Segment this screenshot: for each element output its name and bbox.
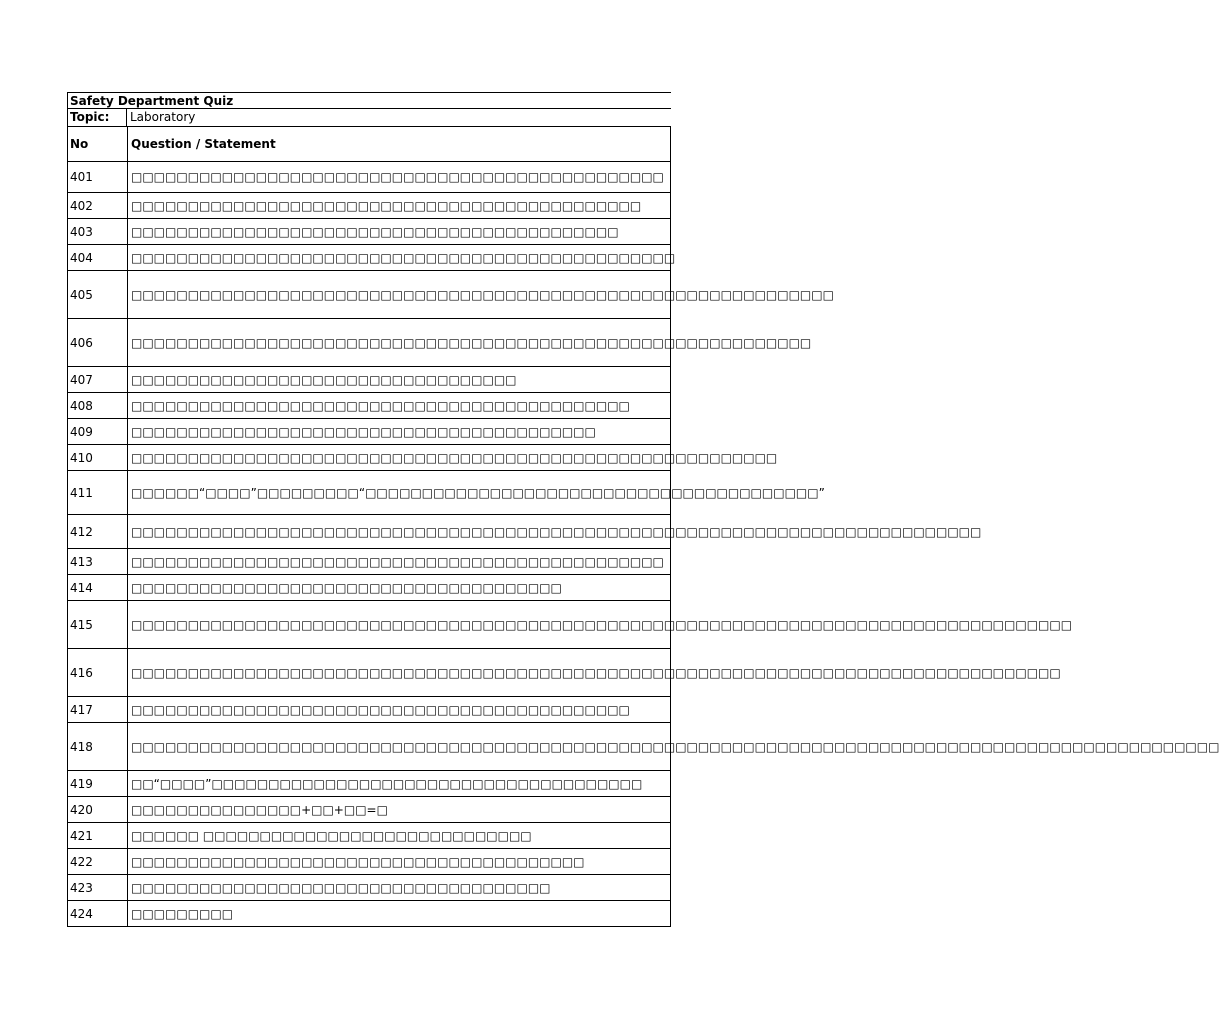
question-text: □□□□□□□□□□□□□□□□□□□□□□□□□□□□□□□□□□□□□□□□□□□□□ <box>128 193 671 219</box>
question-number: 422 <box>68 849 128 875</box>
topic-row <box>67 109 671 126</box>
question-number: 414 <box>68 575 128 601</box>
table-row <box>68 875 671 901</box>
question-number: 417 <box>68 697 128 723</box>
question-number: 419 <box>68 771 128 797</box>
question-number: 412 <box>68 515 128 549</box>
question-number: 411 <box>68 471 128 515</box>
table-row <box>68 367 671 393</box>
question-text: □□□□□□□□□□□□□□□□□□□□□□□□□□□□□□□□□□□□□□ <box>128 575 671 601</box>
question-number: 404 <box>68 245 128 271</box>
question-number: 408 <box>68 393 128 419</box>
table-row <box>68 445 671 471</box>
question-text: □□□□□□□□□□□□□□□□□□□□□□□□□□□□□□□□□□□□□□□□□□□□□□□□□□□□□□□□□□□□□□□□□□□□□□□□□□□□□□□□□□ <box>128 649 671 697</box>
table-row <box>68 901 671 927</box>
question-number: 410 <box>68 445 128 471</box>
question-text: □□□□□□□□□□□□□□□□□□□□□□□□□□□□□□□□□□□□□□□□□ <box>128 419 671 445</box>
table-header-row <box>68 127 671 162</box>
question-text: □□□□□□□□□□□□□□□□□□□□□□□□□□□□□□□□□□□□□□□□ <box>128 849 671 875</box>
table-row <box>68 162 671 193</box>
question-text: □□□□□□□□□□□□□□□□□□□□□□□□□□□□□□□□□□□□□□□□□□□□ <box>128 393 671 419</box>
question-text: □□□□□□□□□□□□□□□□□□□□□□□□□□□□□□□□□□□□□□□□□□□□□□□□□□□□□□□□□□□□ <box>128 319 671 367</box>
question-text: □□“□□□□”□□□□□□□□□□□□□□□□□□□□□□□□□□□□□□□□□□□□□□ <box>128 771 671 797</box>
question-text: □□□□□□□□□ <box>128 901 671 927</box>
table-row <box>68 271 671 319</box>
quiz-sheet <box>67 92 1219 927</box>
sheet-title: Safety Department Quiz <box>67 92 671 109</box>
topic-value: Laboratory <box>130 110 196 124</box>
table-row <box>68 771 671 797</box>
question-text: □□□□□□ □□□□□□□□□□□□□□□□□□□□□□□□□□□□□ <box>128 823 671 849</box>
question-text: □□□□□□□□□□□□□□□□□□□□□□□□□□□□□□□□□□□□□□□□□□□□□□□□□□□□□□□□□□□□□□□□□□□□□□□□□□□□□□□□□□□ <box>128 601 671 649</box>
question-text: □□□□□□“□□□□”□□□□□□□□□“□□□□□□□□□□□□□□□□□□□□□□□□□□□□□□□□□□□□□□□□” <box>128 471 671 515</box>
table-row <box>68 319 671 367</box>
question-number: 415 <box>68 601 128 649</box>
question-number: 418 <box>68 723 128 771</box>
question-number: 405 <box>68 271 128 319</box>
question-number: 409 <box>68 419 128 445</box>
question-number: 421 <box>68 823 128 849</box>
table-row <box>68 419 671 445</box>
topic-label: Topic: <box>68 109 127 126</box>
question-number: 416 <box>68 649 128 697</box>
question-text: □□□□□□□□□□□□□□□□□□□□□□□□□□□□□□□□□□□□□□□□□□□□□□□ <box>128 162 671 193</box>
table-row <box>68 823 671 849</box>
question-text: □□□□□□□□□□□□□□□□□□□□□□□□□□□□□□□□□□□□□□□□□□□□□□□□□□□□□□□□□ <box>128 445 671 471</box>
question-text: □□□□□□□□□□□□□□□□□□□□□□□□□□□□□□□□□□□□□ <box>128 875 671 901</box>
question-number: 424 <box>68 901 128 927</box>
table-row <box>68 393 671 419</box>
table-row <box>68 849 671 875</box>
table-row <box>68 515 671 549</box>
question-number: 406 <box>68 319 128 367</box>
table-row <box>68 471 671 515</box>
table-row <box>68 697 671 723</box>
question-text: □□□□□□□□□□□□□□□□□□□□□□□□□□□□□□□□□□□□□□□□□□□□ <box>128 697 671 723</box>
question-rows <box>68 162 1219 927</box>
table-row <box>68 219 671 245</box>
question-number: 423 <box>68 875 128 901</box>
question-text: □□□□□□□□□□□□□□□□□□□□□□□□□□□□□□□□□□□□□□□□□□□□□□□ <box>128 549 671 575</box>
table-row <box>68 797 671 823</box>
table-row <box>68 245 671 271</box>
table-row <box>68 193 671 219</box>
table-row <box>68 649 671 697</box>
question-number: 402 <box>68 193 128 219</box>
table-row <box>68 723 671 771</box>
question-text: □□□□□□□□□□□□□□□□□□□□□□□□□□□□□□□□□□ <box>128 367 671 393</box>
question-number: 407 <box>68 367 128 393</box>
question-text: □□□□□□□□□□□□□□□+□□+□□=□ <box>128 797 671 823</box>
column-header-no: No <box>68 127 128 162</box>
question-number: 403 <box>68 219 128 245</box>
question-text: □□□□□□□□□□□□□□□□□□□□□□□□□□□□□□□□□□□□□□□□□□□□□□□□ <box>128 245 671 271</box>
question-text: □□□□□□□□□□□□□□□□□□□□□□□□□□□□□□□□□□□□□□□□□□□ <box>128 219 671 245</box>
question-text: □□□□□□□□□□□□□□□□□□□□□□□□□□□□□□□□□□□□□□□□□□□□□□□□□□□□□□□□□□□□□□□□□□□□□□□□□□□ <box>128 515 671 549</box>
question-number: 413 <box>68 549 128 575</box>
question-text: □□□□□□□□□□□□□□□□□□□□□□□□□□□□□□□□□□□□□□□□□□□□□□□□□□□□□□□□□□□□□□ <box>128 271 671 319</box>
table-row <box>68 549 671 575</box>
column-header-question: Question / Statement <box>128 127 671 162</box>
question-number: 420 <box>68 797 128 823</box>
question-text: □□□□□□□□□□□□□□□□□□□□□□□□□□□□□□□□□□□□□□□□□□□□□□□□□□□□□□□□□□□□□□□□□□□□□□□□□□□□□□□□□□□□□□□□□□□□□□□□ <box>128 723 671 771</box>
question-table <box>67 126 1219 927</box>
question-number: 401 <box>68 162 128 193</box>
table-row <box>68 575 671 601</box>
table-row <box>68 601 671 649</box>
